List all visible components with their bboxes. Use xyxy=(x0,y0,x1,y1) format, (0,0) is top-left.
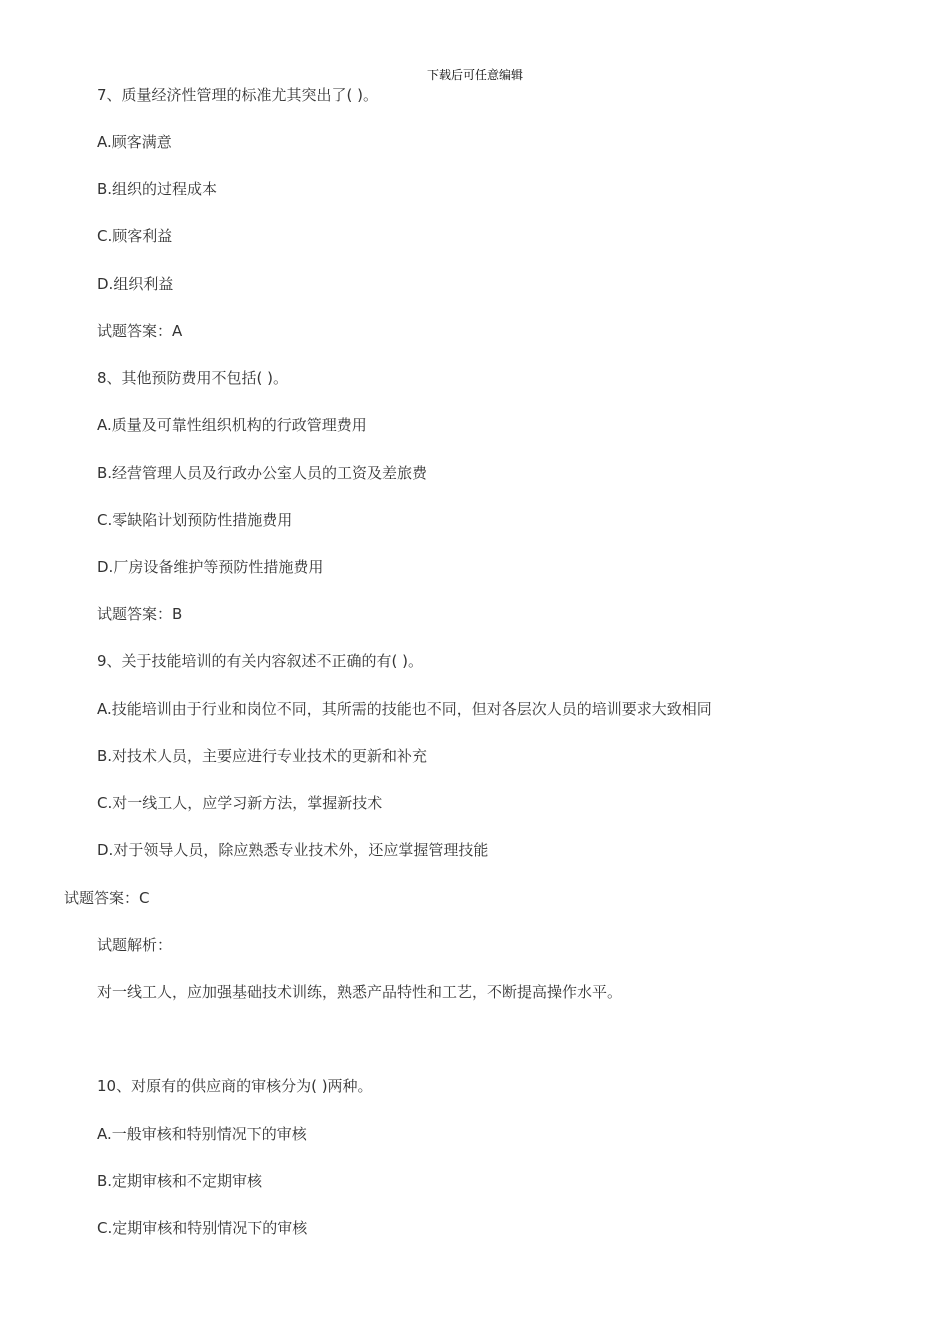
question-10-stem: 10、对原有的供应商的审核分为( )两种。 xyxy=(97,1077,373,1095)
question-7-answer: 试题答案：A xyxy=(97,322,183,340)
question-9-analysis-label: 试题解析： xyxy=(97,936,173,954)
question-8-option-b: B.经营管理人员及行政办公室人员的工资及差旅费 xyxy=(97,464,428,482)
question-8-option-d: D.厂房设备维护等预防性措施费用 xyxy=(97,558,324,576)
question-9-stem: 9、关于技能培训的有关内容叙述不正确的有( )。 xyxy=(97,652,424,670)
question-8-answer: 试题答案：B xyxy=(97,605,183,623)
question-7-stem: 7、质量经济性管理的标准尤其突出了( )。 xyxy=(97,86,379,104)
question-10-option-c: C.定期审核和特别情况下的审核 xyxy=(97,1219,308,1237)
question-9-analysis-text: 对一线工人，应加强基础技术训练，熟悉产品特性和工艺，不断提高操作水平。 xyxy=(97,983,623,1001)
question-8-option-c: C.零缺陷计划预防性措施费用 xyxy=(97,511,293,529)
question-9-option-b: B.对技术人员，主要应进行专业技术的更新和补充 xyxy=(97,747,428,765)
question-9-option-a: A.技能培训由于行业和岗位不同，其所需的技能也不同，但对各层次人员的培训要求大致相同 xyxy=(97,700,712,718)
question-10-option-a: A.一般审核和特别情况下的审核 xyxy=(97,1125,307,1143)
question-9-option-c: C.对一线工人，应学习新方法，掌握新技术 xyxy=(97,794,383,812)
page-header: 下载后可任意编辑 xyxy=(426,68,523,82)
question-9-answer: 试题答案：C xyxy=(64,889,150,907)
question-8-stem: 8、其他预防费用不包括( )。 xyxy=(97,369,289,387)
question-7-option-c: C.顾客利益 xyxy=(97,227,173,245)
question-8-option-a: A.质量及可靠性组织机构的行政管理费用 xyxy=(97,416,367,434)
question-9-option-d: D.对于领导人员，除应熟悉专业技术外，还应掌握管理技能 xyxy=(97,841,489,859)
question-7-option-d: D.组织利益 xyxy=(97,275,174,293)
question-10-option-b: B.定期审核和不定期审核 xyxy=(97,1172,263,1190)
question-7-option-a: A.顾客满意 xyxy=(97,133,172,151)
question-7-option-b: B.组织的过程成本 xyxy=(97,180,218,198)
